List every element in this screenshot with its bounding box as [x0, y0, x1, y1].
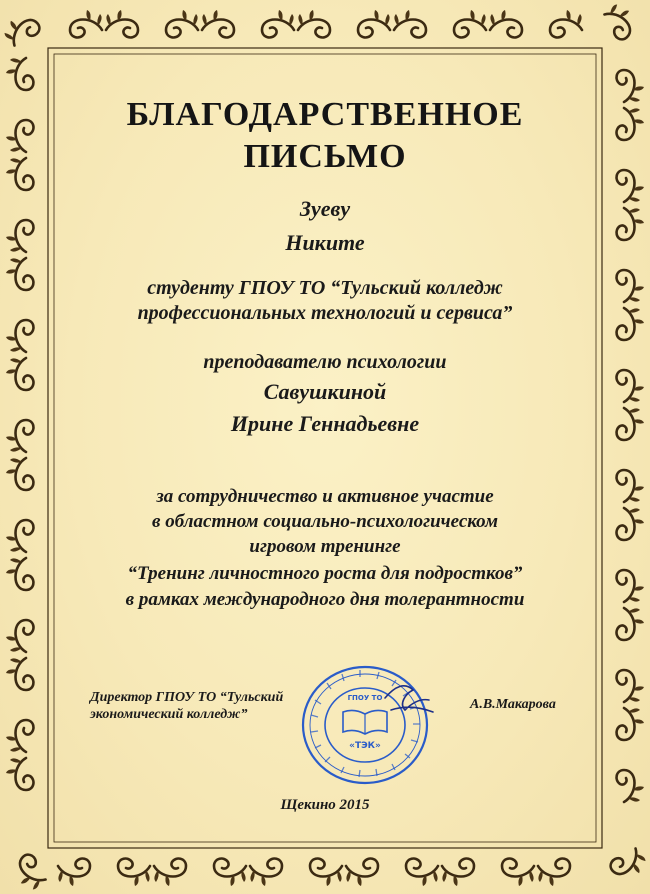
frame-swirl — [538, 859, 570, 886]
frame-swirl — [358, 10, 390, 37]
recipient-name: Никите — [285, 230, 365, 255]
frame-swirl — [106, 10, 138, 37]
frame-swirl — [617, 270, 644, 302]
frame-swirl — [490, 10, 522, 37]
body-line-2: в областном социально-психологическом — [152, 511, 498, 532]
frame-swirl — [6, 58, 33, 90]
frame-swirl — [599, 0, 641, 42]
recipient-surname: Зуеву — [299, 196, 351, 221]
frame-swirl — [298, 10, 330, 37]
frame-swirl — [617, 308, 644, 340]
frame-swirl — [0, 9, 42, 51]
frame-swirl — [262, 10, 294, 37]
place-year: Щекино 2015 — [280, 797, 370, 813]
college-stamp — [293, 660, 443, 790]
frame-swirl — [6, 758, 33, 790]
frame-swirl — [617, 570, 644, 602]
frame-swirl — [617, 670, 644, 702]
frame-swirl — [346, 859, 378, 886]
frame-swirl — [6, 420, 33, 452]
frame-swirl — [6, 658, 33, 690]
frame-swirl — [454, 10, 486, 37]
frame-swirl — [9, 852, 51, 894]
frame-swirl — [118, 859, 150, 886]
body-line-5: в рамках международного дня толерантности — [125, 589, 525, 610]
stamp-inner-label: «ТЭК» — [349, 741, 381, 751]
frame-swirl — [617, 708, 644, 740]
frame-swirl — [394, 10, 426, 37]
frame-swirl — [6, 620, 33, 652]
book-emblem — [343, 710, 387, 734]
frame-swirl — [617, 470, 644, 502]
frame-swirl — [70, 10, 102, 37]
title-line-1: БЛАГОДАРСТВЕННОЕ — [126, 96, 524, 133]
frame-swirl — [6, 320, 33, 352]
frame-swirl — [550, 10, 582, 37]
body-line-4: “Тренинг личностного роста для подростков” — [127, 563, 523, 584]
frame-swirl — [502, 859, 534, 886]
signer-name: А.В.Макарова — [470, 697, 556, 712]
frame-swirl — [608, 843, 650, 885]
stamp-abbr: ГПОУ ТО — [347, 694, 383, 702]
frame-swirl — [406, 859, 438, 886]
body-line-3: игровом тренинге — [249, 536, 401, 557]
frame-swirl — [617, 370, 644, 402]
frame-swirl — [6, 258, 33, 290]
frame-swirl — [154, 859, 186, 886]
frame-swirl — [58, 859, 90, 886]
frame-swirl — [214, 859, 246, 886]
signer-position-line-2: экономический колледж” — [90, 707, 248, 722]
frame-swirl — [6, 720, 33, 752]
frame-swirl — [442, 859, 474, 886]
frame-swirl — [617, 408, 644, 440]
frame-swirl — [202, 10, 234, 37]
teacher-role: преподавателю психологии — [203, 351, 447, 373]
frame-swirl — [617, 608, 644, 640]
title-line-2: ПИСЬМО — [243, 138, 407, 175]
frame-swirl — [166, 10, 198, 37]
recipient-role-line-1: студенту ГПОУ ТО “Тульский колледж — [147, 277, 503, 299]
frame-swirl — [6, 358, 33, 390]
frame-swirl — [617, 770, 644, 802]
frame-swirl — [250, 859, 282, 886]
frame-swirl — [310, 859, 342, 886]
frame-swirl — [6, 520, 33, 552]
signer-position-line-1: Директор ГПОУ ТО “Тульский — [90, 690, 284, 705]
frame-swirl — [6, 458, 33, 490]
recipient-role-line-2: профессиональных технологий и сервиса” — [137, 302, 513, 324]
frame-swirl — [617, 508, 644, 540]
body-line-1: за сотрудничество и активное участие — [156, 486, 494, 507]
frame-swirl — [6, 558, 33, 590]
frame-swirl — [617, 208, 644, 240]
frame-swirl — [6, 220, 33, 252]
teacher-name: Ирине Геннадьевне — [230, 411, 420, 436]
teacher-surname: Савушкиной — [263, 379, 387, 404]
